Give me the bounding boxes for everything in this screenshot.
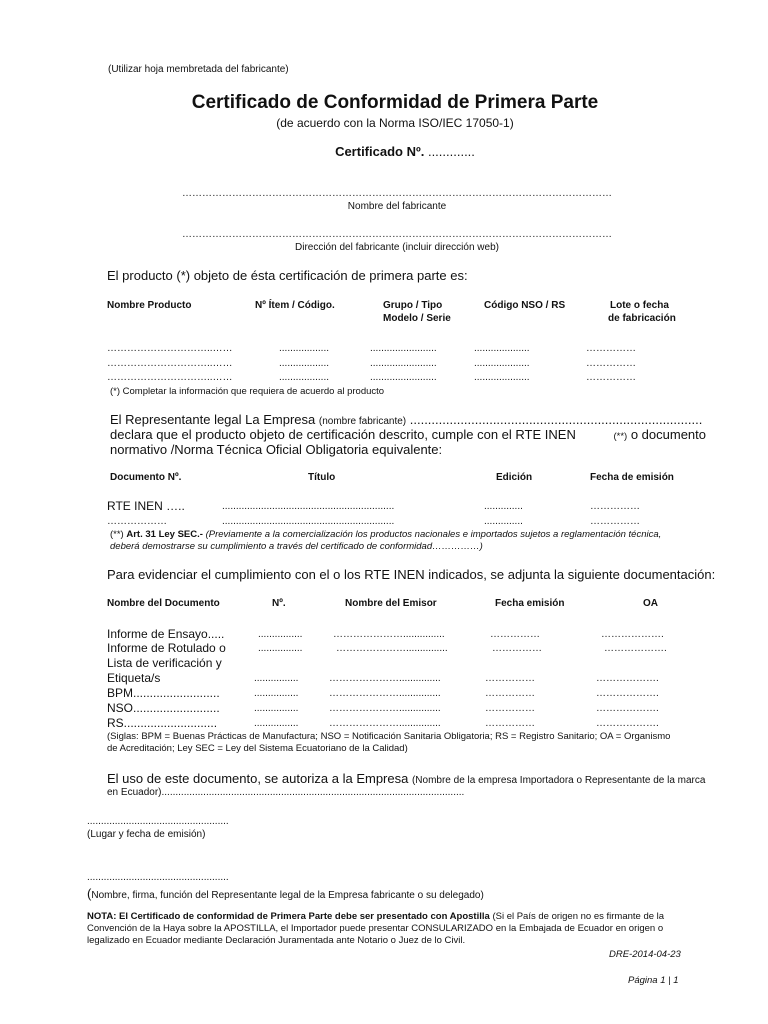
sec-law-text-1: (Previamente a la comercialización los productos nacionales e importados sujetos a reglamentación técnica, bbox=[205, 529, 662, 540]
page-title: Certificado de Conformidad de Primera Parte bbox=[191, 92, 599, 113]
evidence-cell: …………………............... bbox=[333, 629, 445, 640]
evidence-header-oa: OA bbox=[643, 598, 658, 609]
sec-law-mark: (**) bbox=[110, 529, 124, 540]
declaration-company: El Representante legal La Empresa bbox=[110, 412, 316, 427]
page-subtitle: (de acuerdo con la Norma ISO/IEC 17050-1) bbox=[276, 116, 514, 130]
evidence-cell: …………… bbox=[490, 629, 540, 640]
sec-law-text-2: deberá demostrarse su cumplimiento a través del certificado de conformidad……………) bbox=[110, 541, 483, 552]
evidence-cell: …………… bbox=[485, 673, 535, 684]
product-header-date: de fabricación bbox=[608, 313, 676, 324]
product-header-name: Nombre Producto bbox=[107, 300, 192, 311]
evidence-header-date: Fecha emisión bbox=[495, 598, 565, 609]
signature-paren: ( bbox=[87, 886, 92, 901]
evidence-cell: …………… bbox=[485, 718, 535, 729]
evidence-cell: Informe de Rotulado o bbox=[107, 641, 226, 655]
place-date-label: (Lugar y fecha de emisión) bbox=[87, 829, 206, 840]
declaration-text: declara que el producto objeto de certificación descrito, cumple con el RTE INEN bbox=[110, 427, 576, 442]
product-cell: …………… bbox=[586, 372, 636, 383]
authorization-line-1 bbox=[107, 771, 705, 786]
evidence-cell: …………………............... bbox=[329, 703, 441, 714]
evidence-cell: …………………............... bbox=[329, 718, 441, 729]
declaration-line-3: normativo /Norma Técnica Oficial Obligatoria equivalente: bbox=[110, 442, 443, 457]
product-cell: …………… bbox=[586, 358, 636, 369]
manufacturer-address-label: Dirección del fabricante (incluir dirección web) bbox=[295, 242, 499, 253]
authorization-dots: ............................................................................................................. bbox=[161, 787, 465, 798]
product-cell: .................. bbox=[279, 372, 330, 383]
nota-line-1 bbox=[87, 911, 707, 922]
product-header-lot: Lote o fecha bbox=[610, 300, 669, 311]
product-header-group: Grupo / Tipo bbox=[383, 300, 443, 311]
evidence-header-number: Nº. bbox=[272, 598, 286, 609]
product-header-model: Modelo / Serie bbox=[383, 313, 451, 324]
authorization-text: El uso de este documento, se autoriza a la Empresa bbox=[107, 771, 409, 786]
header-note: (Utilizar hoja membretada del fabricante) bbox=[108, 64, 289, 75]
authorization-note-2: en Ecuador) bbox=[107, 787, 162, 798]
evidence-cell: …………………............... bbox=[329, 673, 441, 684]
certificate-number-dots: ............. bbox=[427, 144, 475, 159]
evidence-cell: ................ bbox=[254, 688, 299, 699]
evidence-cell: …………… bbox=[492, 643, 542, 654]
evidence-cell: BPM.......................... bbox=[107, 686, 220, 700]
product-cell: .................... bbox=[474, 372, 530, 383]
nota-rest: (Si el País de origen no es firmante de la bbox=[492, 911, 665, 922]
evidence-header-issuer: Nombre del Emisor bbox=[345, 598, 437, 609]
manufacturer-address-field: ………………………………………………………………………………………………………………… bbox=[182, 229, 612, 240]
doc-cell: …………… bbox=[590, 501, 640, 512]
evidence-cell: …………… bbox=[485, 703, 535, 714]
nota-line-3: legalizado en Ecuador mediante Declaración Juramentada ante Notario o Juez de lo Civil. bbox=[87, 935, 466, 946]
evidence-cell: ................ bbox=[258, 643, 303, 654]
declaration-end: o documento bbox=[630, 427, 706, 442]
page-number: Página 1 | 1 bbox=[628, 975, 679, 986]
manufacturer-name-label: Nombre del fabricante bbox=[347, 201, 447, 212]
signature-field: ................................................... bbox=[87, 872, 229, 883]
doc-header-date: Fecha de emisión bbox=[590, 472, 674, 483]
certificate-number bbox=[0, 144, 768, 159]
product-cell: ........................ bbox=[370, 372, 437, 383]
evidence-cell: …………………............... bbox=[336, 643, 448, 654]
doc-cell: .............................................................. bbox=[222, 501, 395, 512]
doc-cell: ……………… bbox=[107, 516, 167, 527]
doc-cell: .............. bbox=[484, 501, 523, 512]
evidence-cell: ………………. bbox=[596, 718, 659, 729]
product-header-item: Nº Ítem / Código. bbox=[255, 300, 335, 311]
evidence-cell: Lista de verificación y bbox=[107, 656, 222, 670]
product-intro: El producto (*) objeto de ésta certificación de primera parte es: bbox=[107, 268, 468, 283]
product-cell: …………… bbox=[586, 343, 636, 354]
sec-law-note bbox=[110, 529, 706, 540]
declaration-company-note: (nombre fabricante) bbox=[318, 416, 407, 427]
document-code: DRE-2014-04-23 bbox=[609, 949, 681, 960]
evidence-cell: ………………. bbox=[601, 629, 664, 640]
acronyms-note-2: de Acreditación; Ley SEC = Ley del Sistema Ecuatoriano de la Calidad) bbox=[107, 743, 408, 754]
evidence-cell: ................ bbox=[254, 673, 299, 684]
doc-header-edition: Edición bbox=[496, 472, 533, 483]
product-cell: ........................ bbox=[370, 343, 437, 354]
signature-text: Nombre, firma, función del Representante legal de la Empresa fabricante o su delegado) bbox=[91, 890, 484, 901]
declaration-mark: (**) bbox=[613, 431, 628, 442]
evidence-cell: Etiqueta/s bbox=[107, 671, 161, 685]
signature-label bbox=[87, 885, 484, 903]
authorization-note-1: (Nombre de la empresa Importadora o Representante de la marca bbox=[411, 775, 706, 786]
product-table-note: (*) Completar la información que requiera de acuerdo al producto bbox=[110, 386, 385, 397]
product-cell: …………………………..…… bbox=[107, 343, 233, 354]
evidence-cell: ................ bbox=[258, 629, 303, 640]
sec-law-title: Art. 31 Ley SEC.- bbox=[126, 529, 203, 540]
evidence-cell: RS............................ bbox=[107, 716, 218, 730]
evidence-cell: ................ bbox=[254, 703, 299, 714]
doc-cell: RTE INEN ….. bbox=[107, 499, 185, 513]
evidence-cell: ………………. bbox=[596, 673, 659, 684]
evidence-cell: ………………. bbox=[596, 688, 659, 699]
product-cell: …………………………..…… bbox=[107, 358, 233, 369]
evidence-cell: NSO.......................... bbox=[107, 701, 220, 715]
evidence-cell: ………………. bbox=[604, 643, 667, 654]
evidence-cell: Informe de Ensayo..... bbox=[107, 627, 225, 641]
authorization-line-2 bbox=[107, 787, 464, 798]
product-cell: .................... bbox=[474, 343, 530, 354]
doc-cell: .............................................................. bbox=[222, 516, 395, 527]
nota-line-2: Convención de la Haya sobre la APOSTILLA, el Importador puede presentar CONSULARIZADO en la Embajada de Ecuador en origen o bbox=[87, 923, 664, 934]
evidence-header-name: Nombre del Documento bbox=[107, 598, 220, 609]
doc-cell: .............. bbox=[484, 516, 523, 527]
product-cell: ........................ bbox=[370, 358, 437, 369]
acronyms-note-1: (Siglas: BPM = Buenas Prácticas de Manufactura; NSO = Notificación Sanitaria Obligatoria; RS = Registro Sanitario; OA = Organismo bbox=[107, 731, 671, 742]
nota-bold: NOTA: El Certificado de conformidad de Primera Parte debe ser presentado con Apostilla bbox=[87, 911, 490, 922]
product-cell: .................... bbox=[474, 358, 530, 369]
evidence-cell: …………………............... bbox=[329, 688, 441, 699]
evidence-cell: …………… bbox=[485, 688, 535, 699]
declaration-line-1 bbox=[110, 412, 706, 427]
product-cell: .................. bbox=[279, 343, 330, 354]
certificate-label: Certificado Nº. bbox=[335, 144, 425, 159]
doc-cell: …………… bbox=[590, 516, 640, 527]
doc-header-number: Documento Nº. bbox=[110, 472, 182, 483]
doc-header-title: Título bbox=[308, 472, 336, 483]
manufacturer-name-field: ………………………………………………………………………………………………………………… bbox=[182, 188, 612, 199]
place-date-field: ................................................... bbox=[87, 816, 229, 827]
evidence-intro: Para evidenciar el cumplimiento con el o los RTE INEN indicados, se adjunta la siguiente documentación: bbox=[107, 567, 716, 582]
product-cell: .................. bbox=[279, 358, 330, 369]
declaration-line-2 bbox=[110, 427, 706, 442]
declaration-dots: ................................................................................. bbox=[409, 412, 703, 427]
product-header-code: Código NSO / RS bbox=[484, 300, 566, 311]
product-cell: …………………………..…… bbox=[107, 372, 233, 383]
evidence-cell: ………………. bbox=[596, 703, 659, 714]
evidence-cell: ................ bbox=[254, 718, 299, 729]
